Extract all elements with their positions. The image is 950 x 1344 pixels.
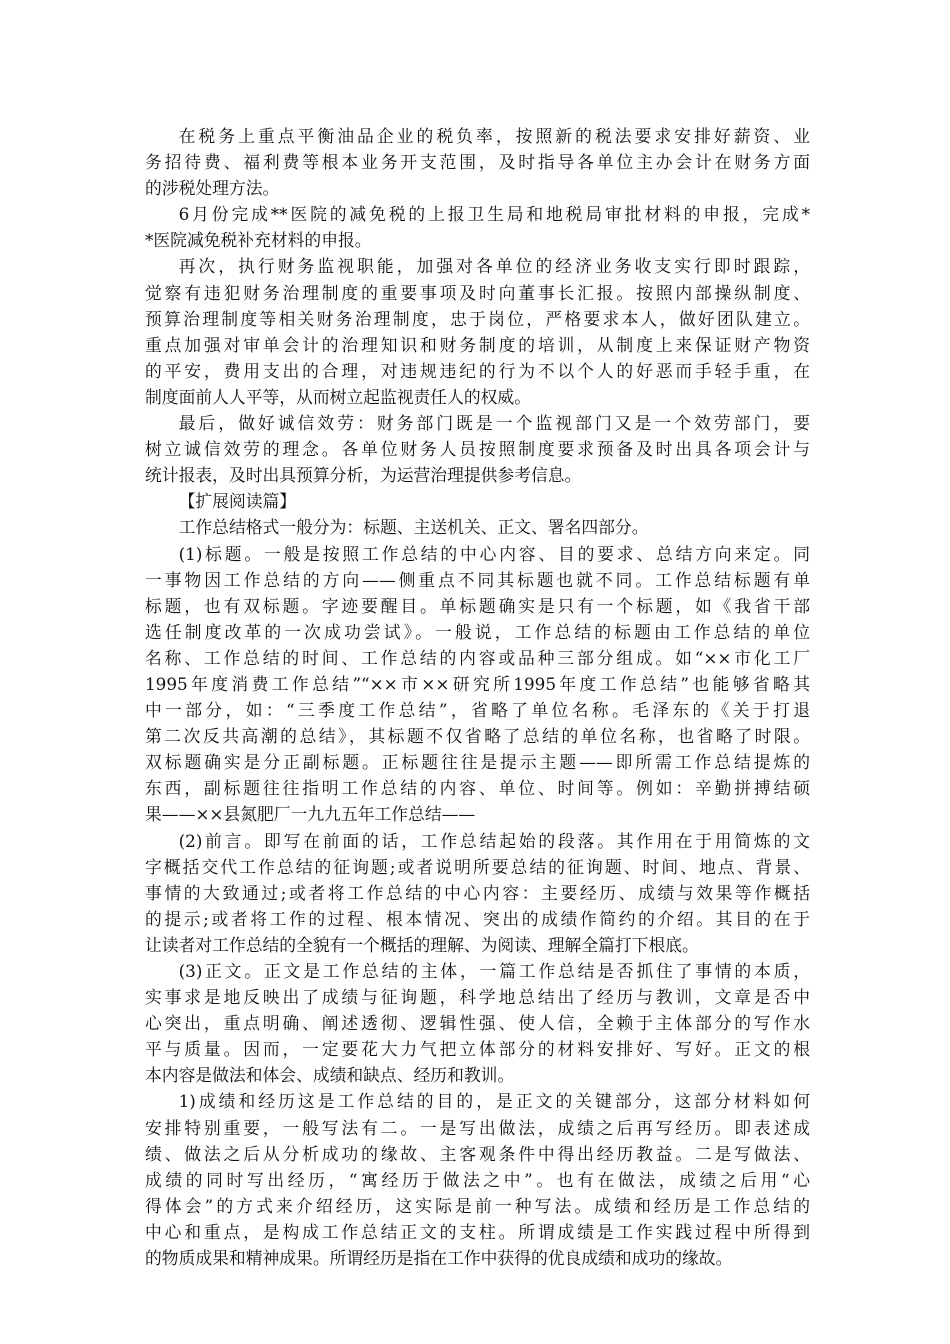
text-line: 一事物因工作总结的方向——侧重点不同其标题也就不同。工作总结标题有单 xyxy=(145,569,810,590)
text-line: 1995年度消费工作总结”“××市××研究所1995年度工作总结”也能够省略其 xyxy=(145,673,810,694)
text-line: (1)标题。一般是按照工作总结的中心内容、目的要求、总结方向来定。同 xyxy=(178,543,810,564)
paragraph xyxy=(145,253,810,410)
text-line: 成绩的同时写出经历，“寓经历于做法之中”。也有在做法，成绩之后用“心 xyxy=(145,1169,810,1190)
paragraph xyxy=(145,958,810,1088)
text-line: 预算治理制度等相关财务治理制度，忠于岗位，严格要求本人，做好团队建立。 xyxy=(145,308,810,329)
text-line: 实事求是地反映出了成绩与征询题，科学地总结出了经历与教训，文章是否中 xyxy=(145,987,810,1008)
text-line: 再次，执行财务监视职能，加强对各单位的经济业务收支实行即时跟踪， xyxy=(178,256,810,277)
text-line: 安排特别重要，一般写法有二。一是写出做法，成绩之后再写经历。即表述成 xyxy=(145,1117,810,1138)
document-body xyxy=(145,123,810,1271)
text-line: 【扩展阅读篇】 xyxy=(178,491,297,512)
text-line: 让读者对工作总结的全貌有一个概括的理解、为阅读、理解全篇打下根底。 xyxy=(145,934,699,955)
text-line: 平与质量。因而，一定要花大力气把立体部分的材料安排好、写好。正文的根 xyxy=(145,1039,810,1060)
text-line: 6月份完成**医院的减免税的上报卫生局和地税局审批材料的申报，完成* xyxy=(178,204,810,225)
text-line: 觉察有违犯财务治理制度的重要事项及时向董事长汇报。按照内部操纵制度、 xyxy=(145,282,810,303)
text-line: 得体会”的方式来介绍经历，这实际是前一种写法。成绩和经历是工作总结的 xyxy=(145,1195,810,1216)
paragraph xyxy=(145,410,810,488)
text-line: 中一部分，如：“三季度工作总结”，省略了单位名称。毛泽东的《关于打退 xyxy=(145,700,810,721)
text-line: 的物质成果和精神成果。所谓经历是指在工作中获得的优良成绩和成功的缘故。 xyxy=(145,1248,733,1269)
paragraph xyxy=(145,201,810,253)
text-line: 1)成绩和经历这是工作总结的目的，是正文的关键部分，这部分材料如何 xyxy=(178,1091,810,1112)
text-line: 本内容是做法和体会、成绩和缺点、经历和教训。 xyxy=(145,1065,515,1086)
text-line: 树立诚信效劳的理念。各单位财务人员按照制度要求预备及时出具各项会计与 xyxy=(145,439,810,460)
text-line: 绩、做法之后从分析成功的缘故、主客观条件中得出经历教益。二是写做法、 xyxy=(145,1143,810,1164)
text-line: 事情的大致通过;或者将工作总结的中心内容：主要经历、成绩与效果等作概括 xyxy=(145,882,810,903)
text-line: 重点加强对审单会计的治理知识和财务制度的培训，从制度上来保证财产物资 xyxy=(145,334,810,355)
text-line: 的平安，费用支出的合理，对违规违纪的行为不以个人的好恶而手轻手重，在 xyxy=(145,360,810,381)
paragraph xyxy=(145,514,810,540)
text-line: 选任制度改革的一次成功尝试》。一般说，工作总结的标题由工作总结的单位 xyxy=(145,621,810,642)
paragraph xyxy=(145,828,810,958)
text-line: 标题，也有双标题。字迹要醒目。单标题确实是只有一个标题，如《我省干部 xyxy=(145,595,810,616)
text-line: 第二次反共高潮的总结》，其标题不仅省略了总结的单位名称，也省略了时限。 xyxy=(145,726,810,747)
text-line: 最后，做好诚信效劳：财务部门既是一个监视部门又是一个效劳部门，要 xyxy=(178,413,810,434)
text-line: 心突出，重点明确、阐述透彻、逻辑性强、使人信，全赖于主体部分的写作水 xyxy=(145,1013,810,1034)
paragraph xyxy=(145,123,810,201)
text-line: 务招待费、福利费等根本业务开支范围，及时指导各单位主办会计在财务方面 xyxy=(145,152,810,173)
text-line: 字概括交代工作总结的征询题;或者说明所要总结的征询题、时间、地点、背景、 xyxy=(145,856,810,877)
text-line: 名称、工作总结的时间、工作总结的内容或品种三部分组成。如“××市化工厂 xyxy=(145,647,810,668)
text-line: 中心和重点，是构成工作总结正文的支柱。所谓成绩是工作实践过程中所得到 xyxy=(145,1221,810,1242)
text-line: 在税务上重点平衡油品企业的税负率，按照新的税法要求安排好薪资、业 xyxy=(178,126,810,146)
text-line: 的涉税处理方法。 xyxy=(145,178,280,199)
text-line: 东西，副标题往往指明工作总结的内容、单位、时间等。例如：辛勤拼搏结硕 xyxy=(145,778,810,799)
text-line: 的提示;或者将工作的过程、根本情况、突出的成绩作简约的介绍。其目的在于 xyxy=(145,908,810,929)
paragraph xyxy=(145,488,810,514)
text-line: 果——××县氮肥厂一九九五年工作总结—— xyxy=(145,804,476,825)
text-line: 双标题确实是分正副标题。正标题往往是提示主题——即所需工作总结提炼的 xyxy=(145,752,810,773)
text-line: 制度面前人人平等，从而树立起监视责任人的权威。 xyxy=(145,386,531,407)
paragraph xyxy=(145,1088,810,1271)
paragraph xyxy=(145,541,810,828)
text-line: 工作总结格式一般分为：标题、主送机关、正文、署名四部分。 xyxy=(178,517,649,538)
text-line: (2)前言。即写在前面的话，工作总结起始的段落。其作用在于用简炼的文 xyxy=(178,830,810,851)
text-line: (3)正文。正文是工作总结的主体，一篇工作总结是否抓住了事情的本质， xyxy=(178,961,810,981)
text-line: 统计报表，及时出具预算分析，为运营治理提供参考信息。 xyxy=(145,465,582,486)
text-line: *医院减免税补充材料的申报。 xyxy=(145,230,372,251)
